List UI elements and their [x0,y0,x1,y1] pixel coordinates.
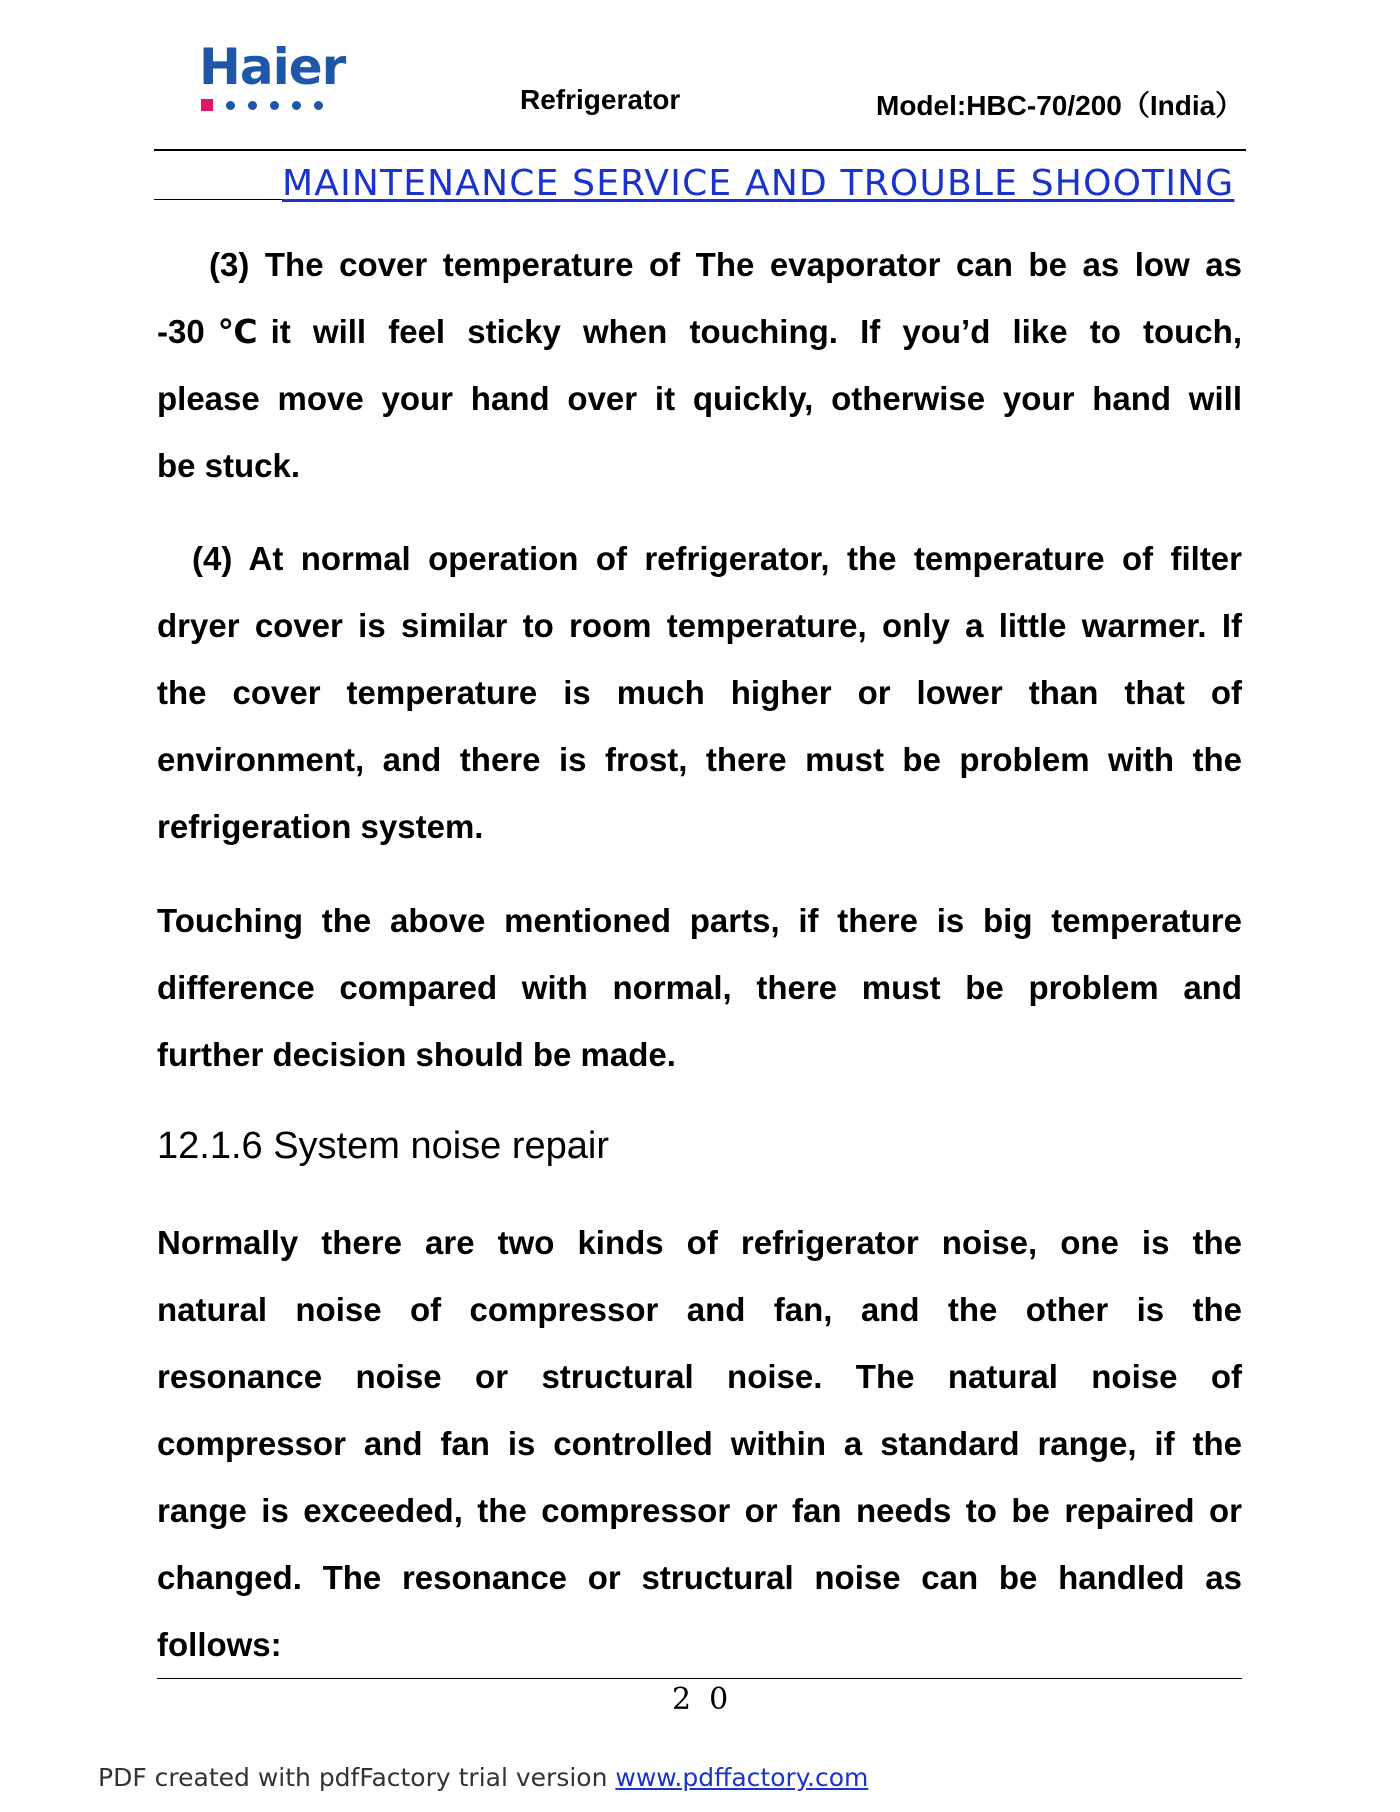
header-rule [154,149,1246,151]
footer-rule [157,1678,1242,1679]
logo-wordmark: Haier [199,38,346,96]
paragraph-line: dryer cover is similar to room temperature, only a little warmer. If [157,607,1242,644]
header-model: Model:HBC-70/200（India） [876,90,1244,121]
paragraph-line: environment, and there is frost, there must be problem with the [157,741,1242,778]
paragraph-line: range is exceeded, the compressor or fan needs to be repaired or [157,1492,1242,1529]
paragraph-line: please move your hand over it quickly, otherwise your hand will [157,380,1242,417]
paragraph-filter-dryer [157,539,1242,849]
paragraph-noise [157,1223,1242,1663]
paragraph-line: difference compared with normal, there must be problem and [157,969,1242,1006]
header-title: Refrigerator [520,84,681,115]
haier-logo [199,38,359,122]
paragraph-line: (4) At normal operation of refrigerator, the temperature of filter [192,540,1242,577]
pdf-footer-text: PDF created with pdfFactory trial version [98,1763,616,1792]
pdffactory-link[interactable]: www.pdffactory.com [615,1763,869,1792]
paragraph-evaporator [157,245,1242,485]
paragraph-line: refrigeration system. [157,808,484,845]
subsection-heading: 12.1.6 System noise repair [157,1125,610,1167]
paragraph-touching [157,901,1242,1081]
heading-rule-left [154,199,282,200]
paragraph-line: compressor and fan is controlled within a standard range, if the [157,1425,1242,1462]
paragraph-line: follows: [157,1626,282,1663]
paragraph-line: natural noise of compressor and fan, and the other is the [157,1291,1242,1328]
paragraph-line: Normally there are two kinds of refrigerator noise, one is the [157,1224,1242,1261]
paragraph-line: changed. The resonance or structural noise can be handled as [157,1559,1242,1596]
pdf-footer [98,1763,868,1792]
paragraph-line: the cover temperature is much higher or lower than that of [157,674,1242,711]
section-heading: MAINTENANCE SERVICE AND TROUBLE SHOOTING [282,163,1235,204]
paragraph-line: Touching the above mentioned parts, if there is big temperature [157,902,1242,939]
paragraph-line: (3) The cover temperature of The evaporator can be as low as [209,246,1242,283]
logo-dots-icon [201,98,323,112]
page-number: 20 [672,1682,747,1717]
paragraph-line: further decision should be made. [157,1036,676,1073]
paragraph-line: be stuck. [157,447,301,484]
paragraph-line: -30℃it will feel sticky when touching. If you’d like to touch, [157,313,1242,350]
paragraph-line: resonance noise or structural noise. The natural noise of [157,1358,1242,1395]
